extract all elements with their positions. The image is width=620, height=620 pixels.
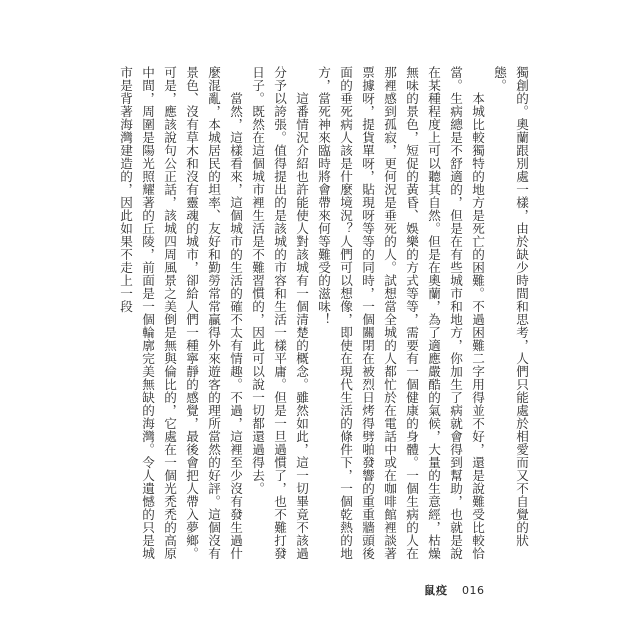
page-footer [424, 582, 485, 598]
body-text [62, 66, 532, 566]
paragraph-3: 這番情況介紹也許能使人對該城有一個清楚的概念。雖然如此，這一切畢竟不該過分予以誇張。值得提出的是該城的市容和生活一樣平庸。但是一旦過慣了，也不難打發日子。既然在這個城市裡生活是不難習慣的，因此可以說一切都還過得去。 [250, 66, 309, 560]
page-number: 016 [462, 583, 485, 597]
paragraph-2: 本城比較獨特的地方是死亡的困難。不過困難二字用得並不好，還是說難受比較恰當。生病總是不舒適的，但是在有些城市和地方，你加生了病就會得到幫助，也就是說在某種程度上可以聽其自然。但是在奧蘭，為了適應嚴酷的氣候，大量的生意經，枯燥無味的景色，短促的黃昏、娛樂的方式等等，需要有一個健康的身體。一個生病的人在那裡感到孤寂，更何況是垂死的人。試想當全城的人都忙於在電話中或在咖啡館裡談著票據呀，提貨單呀，貼現呀等等的同時，一個關閉在被烈日烤得劈啪發響的重重牆頭後面的垂死病人該是什麼境況？人們可以想像，即使在現代生活的條件下，一個乾熱的地方，當死神來臨時將會帶來何等難受的滋味！ [316, 66, 485, 560]
paragraph-1: 獨創的。奧蘭跟別處一樣，由於缺少時間和思考，人們只能處於相愛而又不自覺的狀態。 [492, 66, 529, 547]
running-title: 鼠疫 [424, 584, 448, 597]
paragraph-4: 當然，這樣看來，這個城市的生活的確不太有情趣。不過，這裡至少沒有發生過什麼混亂，本城居民的坦率、友好和勤勞常常贏得外來遊客的理所當然的好評。這個沒有景色、沒有草木和沒有靈魂的城市，卻給人們一種寧靜的感覺，最後會把人帶入夢鄉。可是，應該說句公正話，該城四周風景之美倒是無與倫比的，它處在一個光禿禿的高原中間，周圍是陽光照耀著的丘陵，前面是一個輪廓完美無缺的海灣。令人遺憾的只是城市是背著海灣建造的，因此如果不走上一段 [118, 66, 243, 560]
